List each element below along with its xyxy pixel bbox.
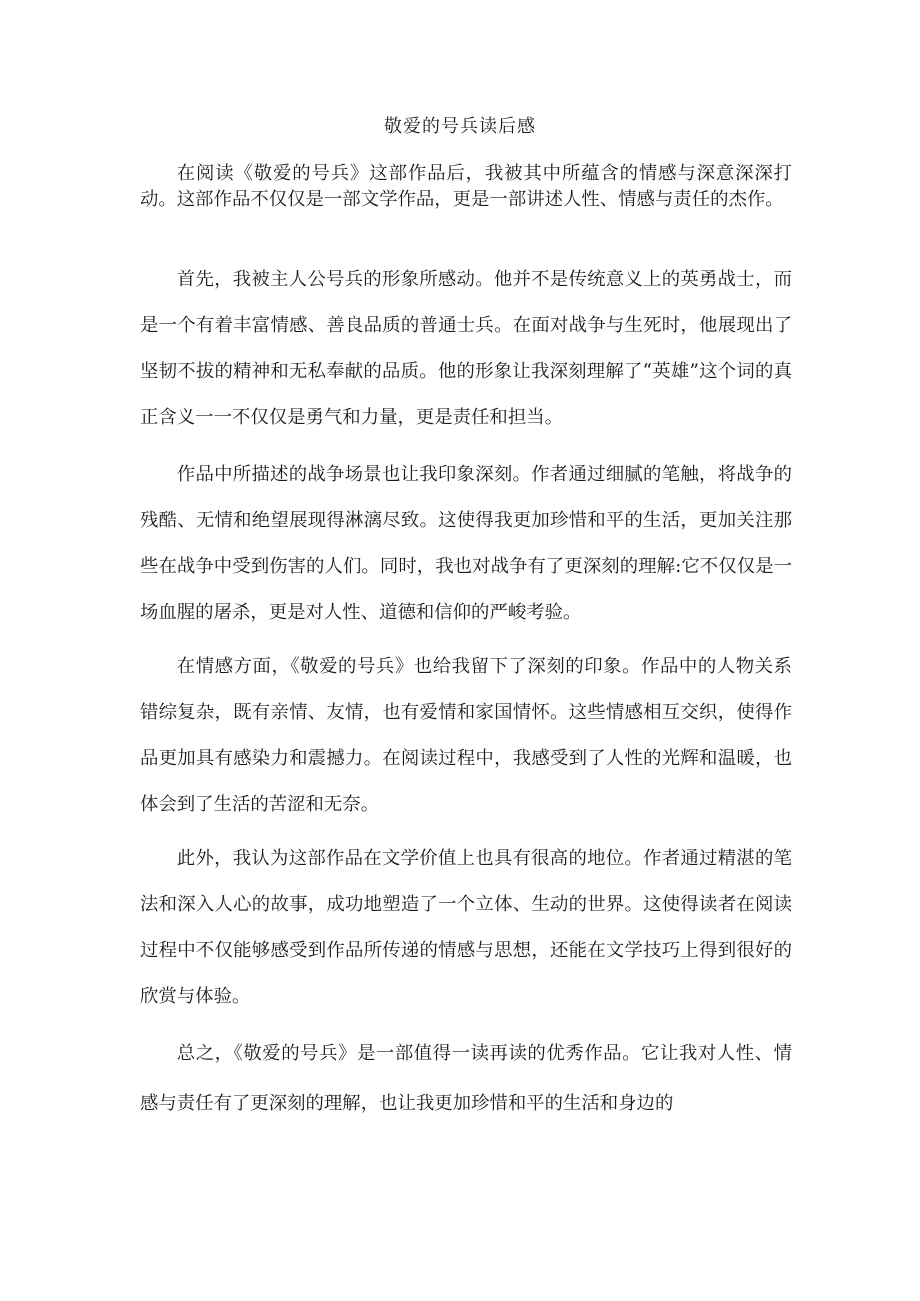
paragraph-conclusion: 总之，《敬爱的号兵》是一部值得一读再读的优秀作品。它让我对人性、情感与责任有了更深刻的理解，也让我更加珍惜和平的生活和身边的 <box>140 1043 792 1114</box>
paragraph-war-scenes: 作品中所描述的战争场景也让我印象深刻。作者通过细腻的笔触，将战争的残酷、无情和绝望展现得淋漓尽致。这使得我更加珍惜和平的生活，更加关注那些在战争中受到伤害的人们。同时，我也对战争有了更深刻的理解:它不仅仅是一场血腥的屠杀，更是对人性、道德和信仰的严峻考验。 <box>140 464 792 623</box>
paragraph-intro: 在阅读《敬爱的号兵》这部作品后，我被其中所蕴含的情感与深意深深打动。这部作品不仅仅是一部文学作品，更是一部讲述人性、情感与责任的杰作。 <box>140 163 792 210</box>
paragraph-emotions: 在情感方面，《敬爱的号兵》也给我留下了深刻的印象。作品中的人物关系错综复杂，既有亲情、友情，也有爱情和家国情怀。这些情感相互交织，使得作品更加具有感染力和震撼力。在阅读过程中，我感受到了人性的光辉和温暖，也体会到了生活的苦涩和无奈。 <box>140 656 792 815</box>
paragraph-protagonist: 首先，我被主人公号兵的形象所感动。他并不是传统意义上的英勇战士，而是一个有着丰富情感、善良品质的普通士兵。在面对战争与生死时，他展现出了坚韧不拔的精神和无私奉献的品质。他的形象让我深刻理解了“英雄”这个词的真正含义一一不仅仅是勇气和力量，更是责任和担当。 <box>140 269 792 428</box>
document-title: 敬爱的号兵读后感 <box>384 116 536 137</box>
paragraph-literary-value: 此外，我认为这部作品在文学价值上也具有很高的地位。作者通过精湛的笔法和深入人心的故事，成功地塑造了一个立体、生动的世界。这使得读者在阅读过程中不仅能够感受到作品所传递的情感与思想，还能在文学技巧上得到很好的欣赏与体验。 <box>140 848 792 1007</box>
